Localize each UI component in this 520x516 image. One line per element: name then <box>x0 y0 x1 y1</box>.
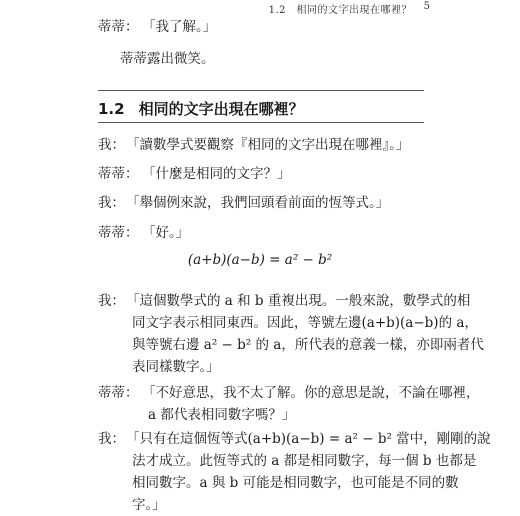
page-number: 5 <box>423 1 430 12</box>
speaker-label: 蒂蒂： <box>98 19 139 35</box>
speaker-label: 我： <box>98 137 125 153</box>
dialogue-line: 「什麼是相同的文字？」 <box>142 166 291 182</box>
section-rule-top <box>98 90 424 91</box>
dialogue-line: 同文字表示相同東西。因此，等號左邊(a+b)(a−b)的 a， <box>132 315 478 331</box>
dialogue-line: 相同數字。a 與 b 可能是相同數字，也可能是不同的數 <box>132 475 459 491</box>
equation-display: (a+b)(a−b) = a² − b² <box>187 252 333 268</box>
dialogue-line: 「讀數學式要觀察『相同的文字出現在哪裡』。」 <box>126 137 410 153</box>
section-title: 相同的文字出現在哪裡？ <box>138 100 304 118</box>
dialogue-line: 「舉個例來說，我們回頭看前面的恆等式。」 <box>126 195 390 211</box>
dialogue-line: 字。」 <box>132 497 166 513</box>
section-number: 1.2 <box>98 100 125 118</box>
running-header <box>0 0 520 18</box>
dialogue-line: 法才成立。此恆等式的 a 都是相同數字，每一個 b 也都是 <box>132 453 477 469</box>
narration-line: 蒂蒂露出微笑。 <box>120 51 215 67</box>
speaker-label: 我： <box>98 293 125 309</box>
speaker-label: 我： <box>98 431 125 447</box>
header-section-ref: 1.2 相同的文字出現在哪裡？ <box>268 5 412 16</box>
dialogue-line: 與等號右邊 a² − b² 的 a，所代表的意義一樣，亦即兩者代 <box>132 337 484 353</box>
dialogue-line: 「我了解。」 <box>142 19 217 35</box>
dialogue-line: 「不好意思，我不太了解。你的意思是說，不論在哪裡， <box>142 385 480 401</box>
dialogue-line: 「好。」 <box>142 225 190 241</box>
dialogue-line: 「只有在這個恆等式(a+b)(a−b) = a² − b² 當中，剛剛的說 <box>126 431 491 447</box>
speaker-label: 蒂蒂： <box>98 225 139 241</box>
dialogue-line: a 都代表相同數字嗎？」 <box>148 407 296 423</box>
section-heading <box>98 98 424 119</box>
dialogue-line: 「這個數學式的 a 和 b 重複出現。一般來說，數學式的相 <box>126 293 471 309</box>
section-rule-bottom <box>98 122 424 123</box>
dialogue-line: 表同樣數字。」 <box>132 359 220 375</box>
speaker-label: 蒂蒂： <box>98 385 139 401</box>
speaker-label: 蒂蒂： <box>98 166 139 182</box>
speaker-label: 我： <box>98 195 125 211</box>
